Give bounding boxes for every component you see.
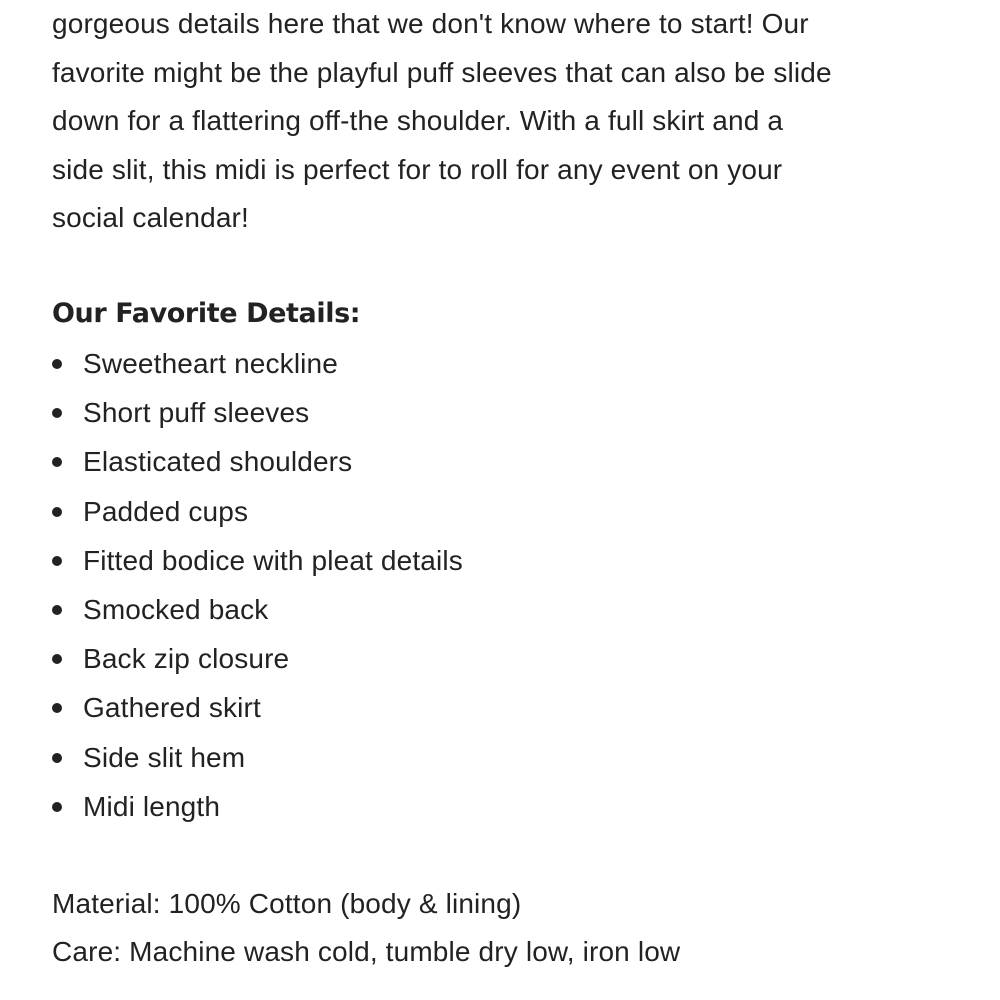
list-item: Short puff sleeves bbox=[52, 388, 463, 437]
list-item: Elasticated shoulders bbox=[52, 437, 463, 486]
material-info: Material: 100% Cotton (body & lining) bbox=[52, 888, 522, 919]
list-item: Back zip closure bbox=[52, 634, 463, 683]
list-item: Side slit hem bbox=[52, 733, 463, 782]
list-item: Midi length bbox=[52, 782, 463, 831]
details-heading bbox=[52, 290, 360, 339]
details-heading-colon: : bbox=[349, 298, 361, 329]
details-heading-text: Our Favorite Details bbox=[52, 298, 350, 329]
list-item: Padded cups bbox=[52, 487, 463, 536]
list-item: Fitted bodice with pleat details bbox=[52, 536, 463, 585]
intro-line: side slit, this midi is perfect for to roll for any event on your bbox=[52, 153, 783, 185]
list-item: Smocked back bbox=[52, 585, 463, 634]
intro-line: gorgeous details here that we don't know where to start! Our bbox=[52, 8, 809, 39]
intro-line: social calendar! bbox=[52, 202, 249, 233]
details-list bbox=[52, 339, 463, 831]
list-item: Gathered skirt bbox=[52, 683, 463, 732]
intro-line: down for a flattering off-the shoulder. With a full skirt and a bbox=[52, 105, 784, 136]
description-intro bbox=[52, 0, 972, 242]
list-item: Sweetheart neckline bbox=[52, 339, 463, 388]
care-instructions: Care: Machine wash cold, tumble dry low, iron low bbox=[52, 936, 681, 967]
intro-line: favorite might be the playful puff sleeves that can also be slide bbox=[52, 56, 832, 88]
product-description bbox=[52, 0, 972, 967]
